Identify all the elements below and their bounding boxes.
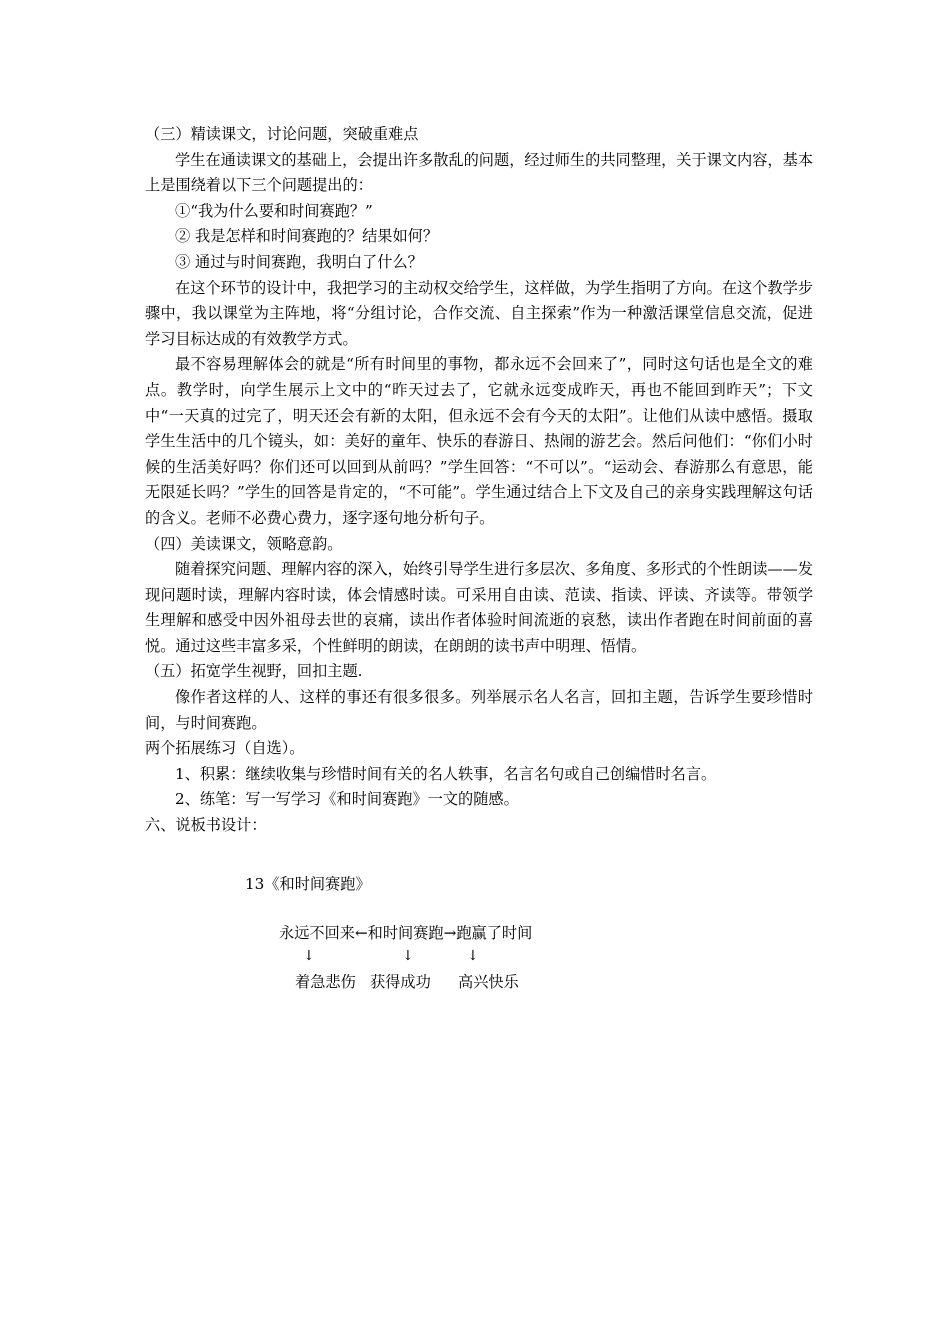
question-2: ② 我是怎样和时间赛跑的？结果如何？ bbox=[175, 227, 439, 246]
board-right-text: 跑赢了时间 bbox=[456, 924, 533, 942]
board-main-row bbox=[279, 922, 532, 944]
board-result-1: 着急悲伤 bbox=[295, 973, 356, 991]
question-3: ③ 通过与时间赛跑，我明白了什么？ bbox=[175, 252, 423, 271]
section3-paragraph-1: 在这个环节的设计中，我把学习的主动权交给学生，这样做，为学生指明了方向。在这个教学步骤中，我以课堂为主阵地，将“分组讨论，合作交流、自主探索”作为一种激活课堂信息交流，促进学习目标达成的有效教学方式。 bbox=[145, 278, 813, 348]
arrow-left-icon: ← bbox=[354, 924, 368, 942]
section3-intro: 学生在通读课文的基础上，会提出许多散乱的问题，经过师生的共同整理，关于课文内容，基本上是围绕着以下三个问题提出的： bbox=[145, 150, 813, 195]
board-result-3: 高兴快乐 bbox=[458, 973, 519, 991]
section4-heading: （四）美读课文，领略意韵。 bbox=[145, 534, 343, 553]
exercise-1: 1、积累：继续收集与珍惜时间有关的名人轶事，名言名句或自己创编惜时名言。 bbox=[175, 764, 717, 783]
arrow-down-icon: ↓ bbox=[467, 948, 479, 964]
section5-heading: （五）拓宽学生视野，回扣主题. bbox=[145, 662, 363, 681]
exercise-2: 2、练笔：写一写学习《和时间赛跑》一文的随感。 bbox=[175, 790, 519, 809]
board-left-text: 永远不回来 bbox=[279, 924, 355, 942]
document-body bbox=[145, 122, 813, 839]
section3-paragraph-2: 最不容易理解体会的就是“所有时间里的事物，都永远不会回来了”，同时这句话也是全文的难点。教学时，向学生展示上文中的“昨天过去了，它就永远变成昨天，再也不能回到昨天”；下文中“一天真的过完了，明天还会有新的太阳，但永远不会有今天的太阳”。让他们从读中感悟。摄取学生生活中的几个镜头，如：美好的童年、快乐的春游日、热闹的游艺会。然后问他们：“你们小时候的生活美好吗？你们还可以回到从前吗？”学生回答：“不可以”。“运动会、春游那么有意思，能无限延长吗？”学生的回答是肯定的，“不可能”。学生通过结合上下文及自己的亲身实践理解这句话的含义。老师不必费心费力，逐字逐句地分析句子。 bbox=[145, 355, 813, 527]
exercises-heading: 两个拓展练习（自选）。 bbox=[145, 739, 305, 758]
arrow-down-icon: ↓ bbox=[402, 948, 414, 964]
question-1: ①“我为什么要和时间赛跑？” bbox=[175, 201, 373, 220]
board-title: 13《和时间赛跑》 bbox=[245, 875, 371, 893]
section6-heading: 六、说板书设计： bbox=[145, 816, 267, 835]
section5-paragraph: 像作者这样的人、这样的事还有很多很多。列举展示名人名言，回扣主题，告诉学生要珍惜时间，与时间赛跑。 bbox=[145, 688, 813, 732]
arrow-down-icon: ↓ bbox=[303, 948, 315, 964]
section3-heading: （三）精读课文，讨论问题，突破重难点 bbox=[145, 125, 419, 143]
board-center-text: 和时间赛跑 bbox=[367, 924, 444, 942]
arrow-right-icon: → bbox=[443, 924, 457, 942]
section4-paragraph: 随着探究问题、理解内容的深入，始终引导学生进行多层次、多角度、多形式的个性朗读——发现问题时读，理解内容时读，体会情感时读。可采用自由读、范读、指读、评读、齐读等。带领学生理解和感受中因外祖母去世的哀痛，读出作者体验时间流逝的哀愁，读出作者跑在时间前面的喜悦。通过这些丰富多采，个性鲜明的朗读，在朗朗的读书声中明理、悟情。 bbox=[145, 560, 813, 655]
board-result-2: 获得成功 bbox=[370, 973, 431, 991]
